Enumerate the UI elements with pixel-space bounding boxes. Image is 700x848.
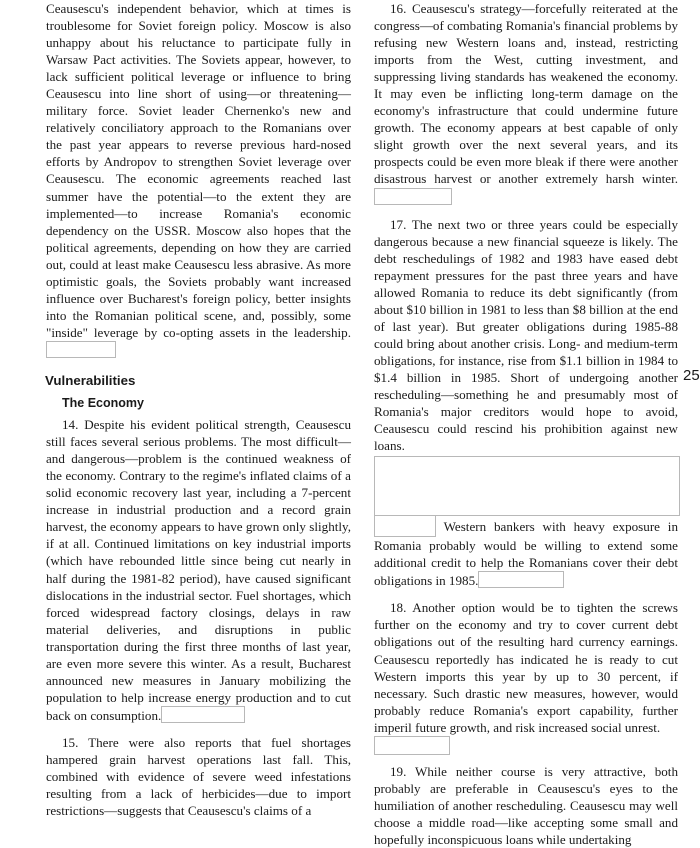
heading-vulnerabilities: Vulnerabilities (45, 372, 136, 388)
redaction-box (374, 188, 452, 205)
paragraph-19: 19. While neither course is very attractive, both probably are preferable in Ceausescu's eyes to the humiliation of another rescheduling. Ceausescu may well choose a middle road—like accepting some small and hopefully inconspicuous loans while undertaking (374, 763, 678, 847)
left-column (46, 0, 351, 819)
paragraph-13-continued (46, 0, 351, 359)
paragraph-17: 17. The next two or three years could be especially dangerous because a new financial squeeze is likely. The debt reschedulings of 1982 and 1983 have eased debt repayment pressures for the past three years and have allowed Romania to reduce its debt significantly (from about $10 billion in 1981 to less than $8 billion at the end of last year). But greater obligations during 1985-88 could bring about another crisis. Long- and medium-term obligations, for instance, rise from $1.1 billion in 1984 to $1.4 billion in 1985. Short of undergoing another rescheduling—something he and presumably most of Romania's major creditors would hope to avoid, Ceausescu could rescind his prohibition against new loans. (374, 216, 678, 454)
redaction-box (161, 706, 245, 723)
heading-the-economy: The Economy (62, 396, 144, 411)
paragraph-14 (46, 416, 351, 724)
redaction-box (478, 571, 564, 588)
right-column (374, 0, 678, 848)
paragraph-gap (46, 724, 351, 734)
paragraph-18: 18. Another option would be to tighten the screws further on the economy and try to cover current debt obligations out of the resulting hard currency earnings. Ceausescu reportedly has indicated he is ready to cut Western imports this year by up to 30 percent, if necessary. Such drastic new measures, however, would probably reduce Romania's export capability, further imperil future growth, and risk increased social unrest. (374, 600, 678, 735)
redaction-box (374, 515, 436, 537)
paragraph-14-text: 14. Despite his evident political strength, Ceausescu still faces several serious problems. The most difficult—and dangerous—problem is the continued weakness of the economy. Contrary to the regime's inflated claims of a solid economic recovery last year, including a 7-percent increase in industrial production and a record grain harvest, the economy appears to have grown only slightly, if at all. Continued limitations on key industrial imports (which have rebounded little since being cut nearly in half during the 1981-82 period), have caused significant dislocations in the industrial sector. Fuel shortages, which forced widespread factory closings, delays in raw material deliveries, and disruptions in public transportation during the first three months of last year, are even more severe this winter. As a result, Bucharest announced new measures in January mobilizing the population to help increase energy production and to cut back on consumption. (46, 417, 351, 723)
paragraph-16 (374, 0, 678, 206)
paragraph-16-text: 16. Ceausescu's strategy—forcefully reiterated at the congress—of combating Romania's financial problems by refusing new Western loans and, instead, restricting imports from the West, cutting investment, and suppressing living standards has weakened the economy. It may even be inflicting long-term damage on the economy's infrastructure that could undermine future growth. The economy appears at best capable of only slight growth over the next several years, and its prospects could be even more bleak if there were another disastrous harvest or another extremely harsh winter. (374, 1, 678, 187)
redaction-box (374, 736, 450, 755)
paragraph-gap (374, 755, 678, 763)
paragraph-17-continued-text-a: Western bankers with heavy exposure in (443, 519, 678, 535)
redaction-block (374, 456, 680, 516)
paragraph-17-continued (374, 515, 678, 589)
paragraph-17-continued-text-b: Romania probably would be willing to extend some additional credit to help the Romanians cover their debt obligations in 1985. (374, 538, 678, 589)
paragraph-gap (374, 589, 678, 599)
redaction-box (46, 341, 116, 358)
page-number: 25 (683, 367, 700, 384)
paragraph-13-text: Ceausescu's independent behavior, which at times is troublesome for Soviet foreign policy. Moscow is also unhappy about his reluctance to participate fully in Warsaw Pact activities. The Soviets appear, however, to lack sufficient political leverage or influence to bring Ceausescu into line short of using—or threatening—military force. Soviet leader Chernenko's new and relatively conciliatory approach to the Romanians over the past year appears to reverse previous hard-nosed efforts by Andropov to strengthen Soviet leverage over Ceausescu. The economic agreements reached last summer have the potential—to the extent they are implemented—to increase Romania's economic dependency on the USSR. Moscow also hopes that the political agreements, depending on how they are carried out, could at least make Ceausescu less abrasive. As more optimistic goals, the Soviets probably want increased influence over Bucharest's foreign policy, better insights into the Romanian political scene, and, possibly, some "inside" leverage by co-opting assets in the leadership. (46, 1, 351, 340)
paragraph-15: 15. There were also reports that fuel shortages hampered grain harvest operations last fall. This, combined with evidence of severe weed infestations resulting from a lack of herbicides—due to import restrictions—suggests that Ceausescu's claims of a (46, 734, 351, 819)
paragraph-gap (374, 206, 678, 216)
